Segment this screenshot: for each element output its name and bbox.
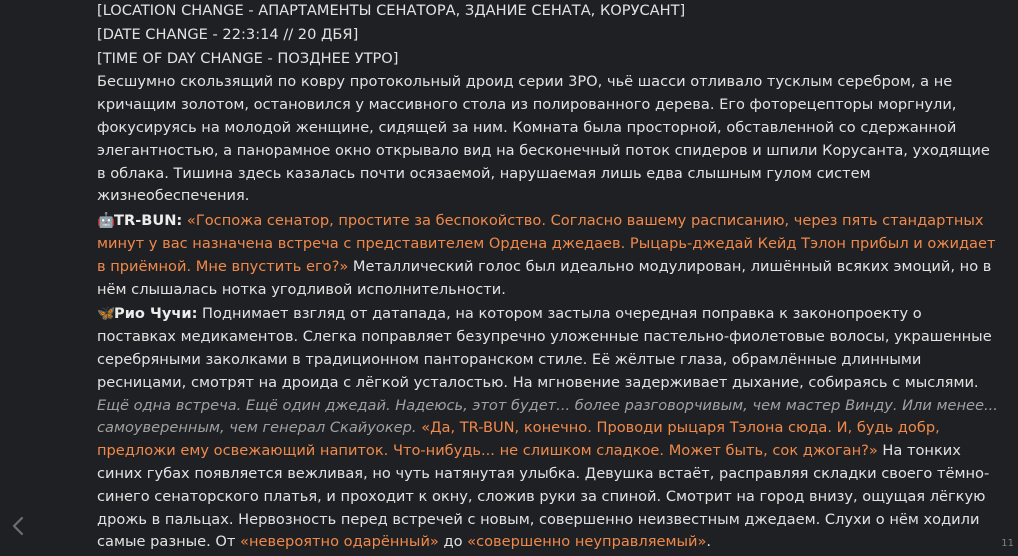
chevron-left-icon[interactable] — [10, 514, 26, 538]
rio-narration-a: Поднимает взгляд от датапада, на котором застыла очередная поправка к законопроекту о поставках медикаментов. Слегка поправляет безупречно уложенные пастельно-фиолетовые волосы, украшенные серебряными заколками в традиционном панторанском стиле. Её жёлтые глаза, обрамлённые длинными ресницами, смотрят на дроида с лёгкой усталостью. На мгновение задерживает дыхание, собираясь с мыслями. — [97, 305, 992, 390]
robot-icon: 🤖 — [97, 210, 113, 233]
quote-connector: до — [439, 533, 467, 550]
date-change-line: [DATE CHANGE - 22:3:14 // 20 ДБЯ] — [97, 24, 1002, 47]
droid-speaker-name: TR-BUN: — [114, 212, 182, 229]
droid-paragraph — [97, 210, 1002, 301]
rio-speaker-name: Рио Чучи: — [114, 305, 197, 322]
butterfly-icon: 🦋 — [97, 303, 113, 326]
rio-narration-b: На тонких синих губах появляется вежливая, но чуть натянутая улыбка. Девушка встаёт, расправляя складки своего тёмно-синего сенаторского платья, и проходит к окну, сложив руки за спиной. Смотрит на город внизу, ощущая лёгкую дрожь в пальцах. Нервозность перед встречей с новым, совершенно неизвестным джедаем. Слухи о нём ходили самые разные. От — [97, 442, 989, 550]
location-change-line: [LOCATION CHANGE - АПАРТАМЕНТЫ СЕНАТОРА, ЗДАНИЕ СЕНАТА, КОРУСАНТ] — [97, 0, 1002, 23]
rio-thought: Ещё одна встреча. Ещё один джедай. Надеюсь, этот будет... более разговорчивым, чем мастер Винду. Или менее... самоуверенным, чем генерал Скайуокер. — [97, 397, 998, 437]
narration-paragraph: Бесшумно скользящий по ковру протокольный дроид серии 3PO, чьё шасси отливало тусклым серебром, а не кричащим золотом, остановился у массивного стола из полированного дерева. Его фоторецепторы моргнули, фокусируясь на молодой женщине, сидящей за ним. Комната была просторной, обставленной со сдержанной элегантностью, а панорамное окно открывало вид на бесконечный поток спидеров и шпили Корусанта, уходящие в облака. Тишина здесь казалась почти осязаемой, нарушаемая лишь едва слышным гулом систем жизнеобеспечения. — [97, 71, 1002, 208]
rio-end-period: . — [706, 533, 711, 550]
rio-speech: «Да, TR-BUN, конечно. Проводи рыцаря Тэлона сюда. И, будь добр, предложи ему освежающий напиток. Что-нибудь... не слишком сладкое. Может быть, сок джоган?» — [97, 419, 940, 459]
time-of-day-change-line: [TIME OF DAY CHANGE - ПОЗДНЕЕ УТРО] — [97, 48, 1002, 71]
page-number: 11 — [1001, 538, 1014, 549]
rio-paragraph — [97, 303, 1002, 554]
chat-message — [97, 0, 1002, 556]
droid-narration: Металлический голос был идеально модулирован, лишённый всяких эмоций, но в нём слышалась нотка угодливой исполнительности. — [97, 258, 991, 298]
droid-speech: «Госпожа сенатор, простите за беспокойство. Согласно вашему расписанию, через пять стандартных минут у вас назначена встреча с представителем Ордена джедаев. Рыцарь-джедай Кейд Тэлон прибыл и ожидает в приёмной. Мне впустить его?» — [97, 212, 996, 275]
quote-gifted: «невероятно одарённый» — [240, 533, 439, 550]
quote-uncontrollable: «совершенно неуправляемый» — [467, 533, 706, 550]
